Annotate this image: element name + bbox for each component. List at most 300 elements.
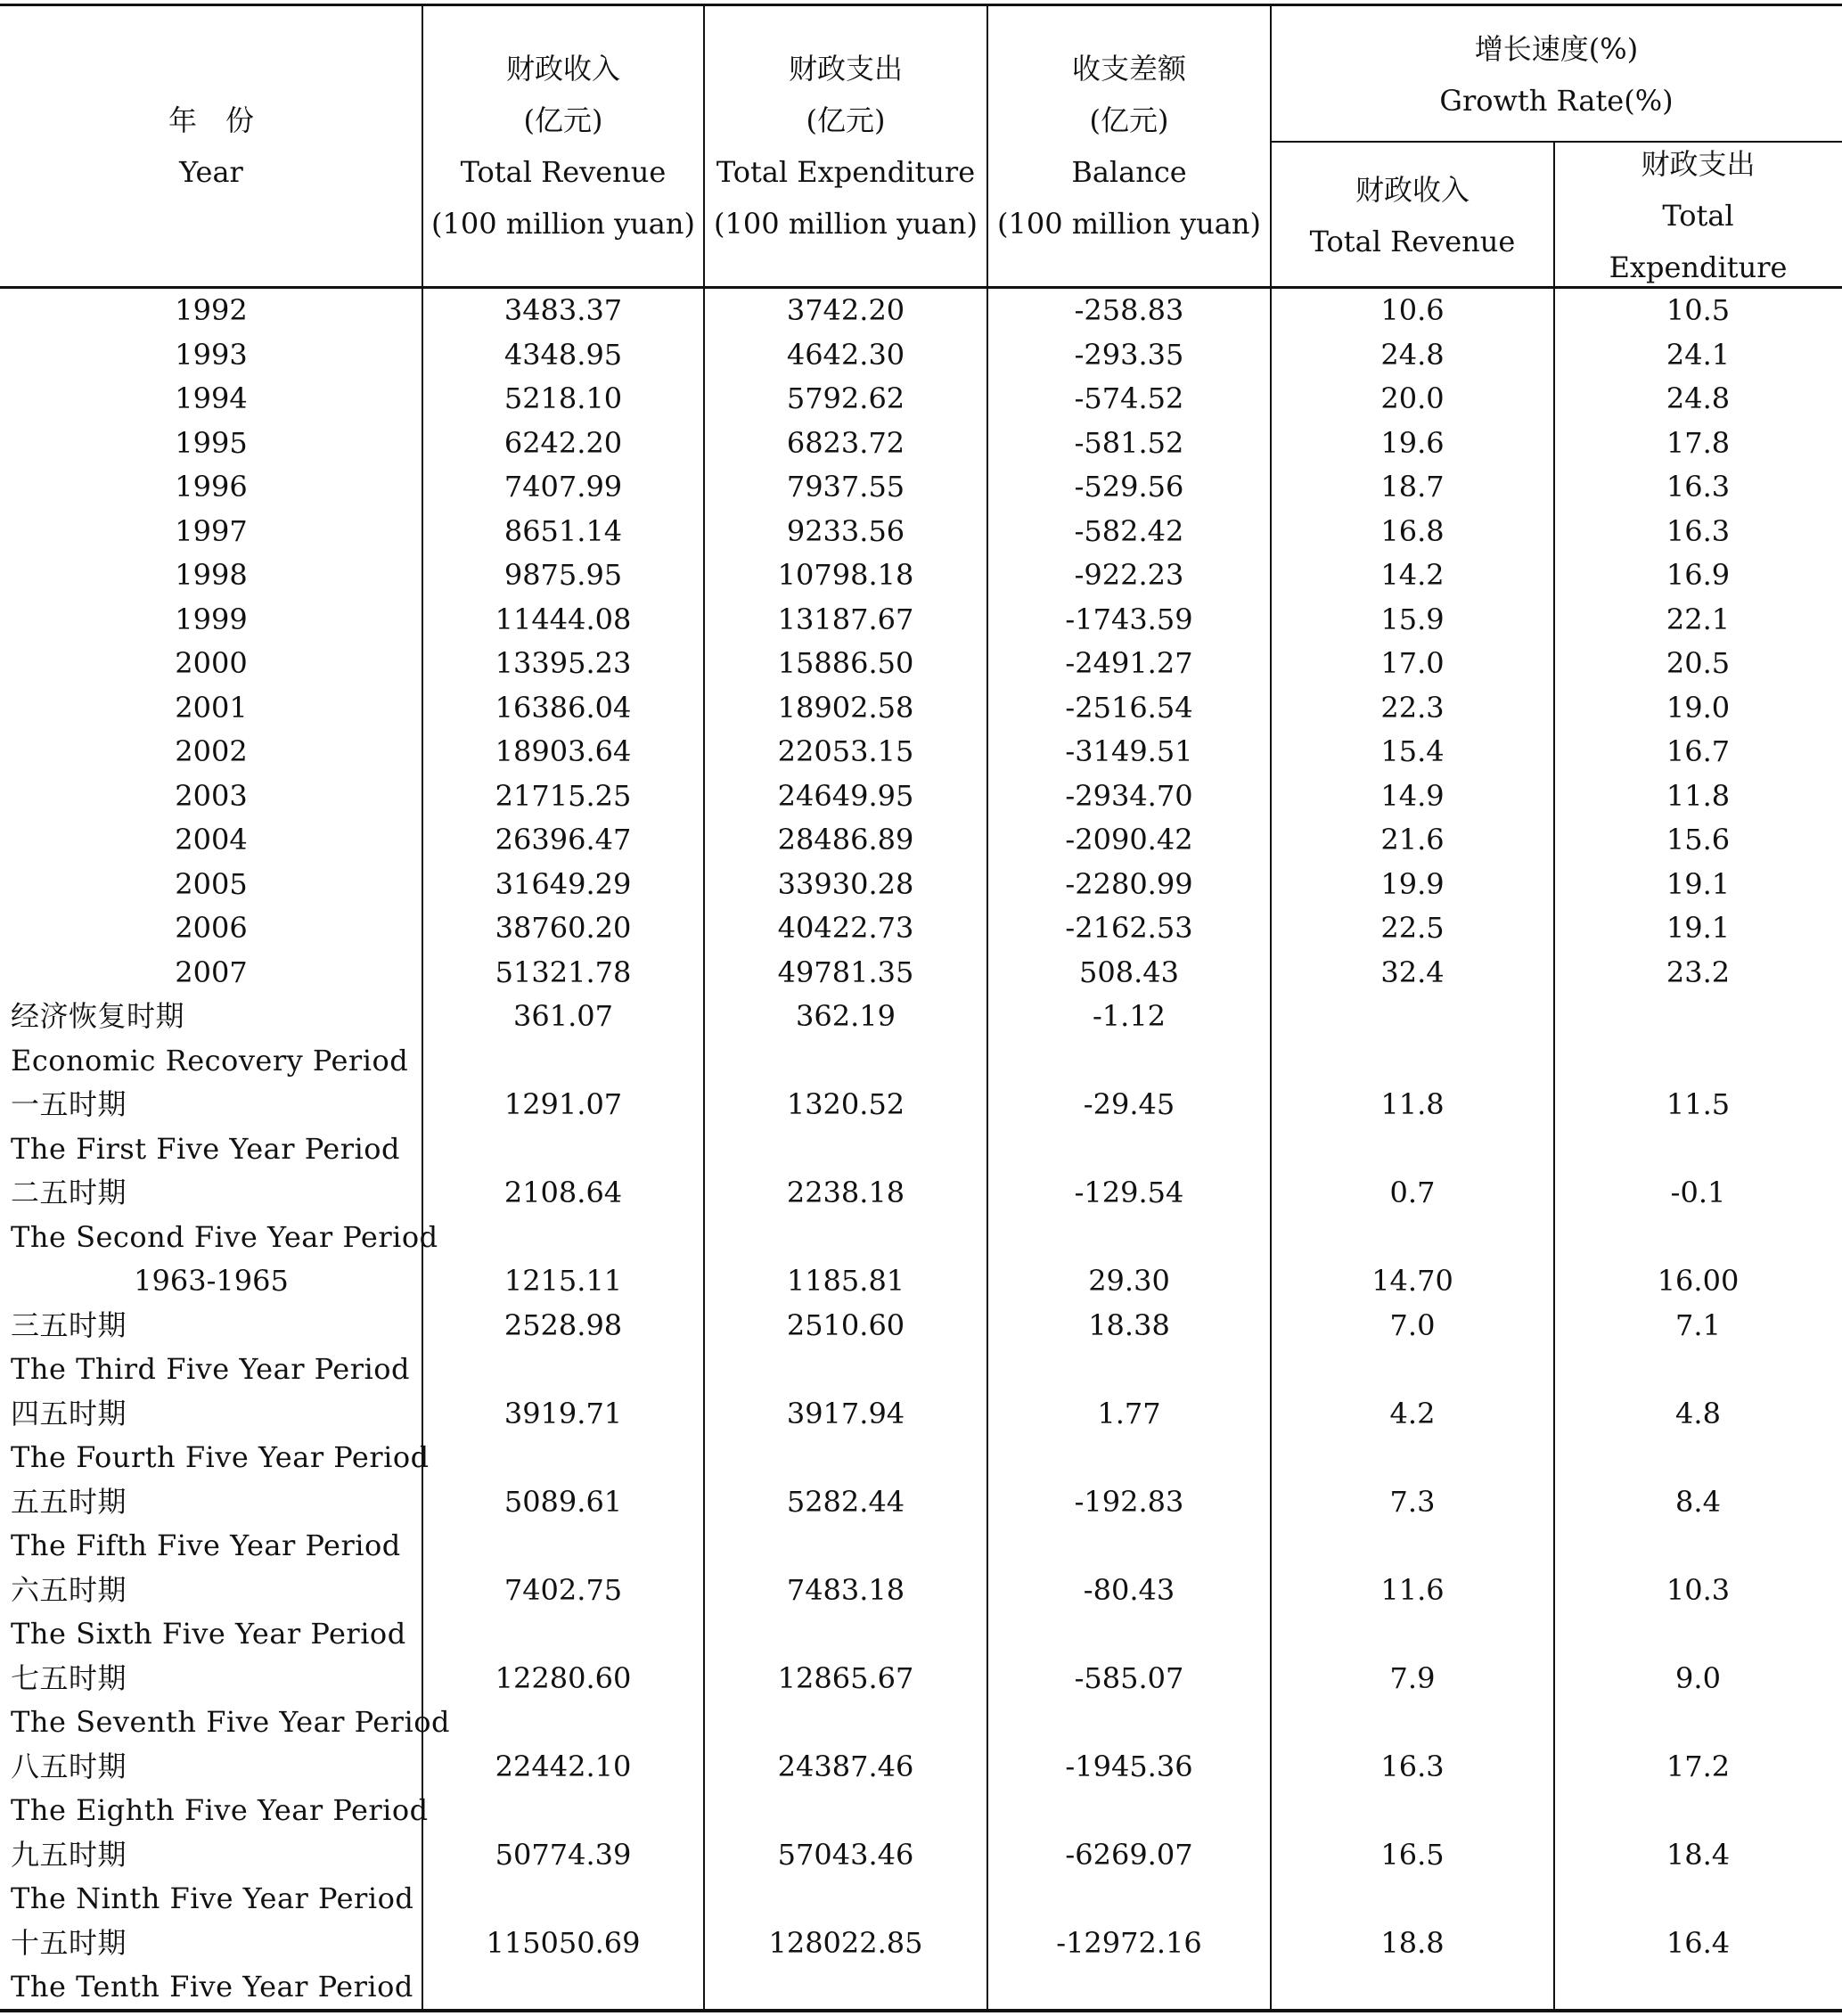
row-label: 2001	[175, 690, 248, 725]
table-row	[0, 818, 1842, 863]
expenditure-cell: 18902.58	[777, 690, 914, 725]
revenue-cell: 9875.95	[503, 558, 623, 592]
table-row	[0, 553, 1842, 598]
header-revenue-unit-cn: (亿元)	[523, 103, 603, 137]
revenue-cell: 21715.25	[495, 778, 632, 813]
balance-cell	[987, 1965, 1271, 2010]
revenue-cell: 7407.99	[503, 470, 623, 504]
header-balance-unit-cn: (亿元)	[1089, 103, 1169, 137]
balance-cell: -922.23	[1074, 558, 1184, 592]
balance-cell: -1945.36	[1065, 1749, 1193, 1783]
balance-cell: -2516.54	[1065, 690, 1193, 725]
header-expenditure-unit-en: (100 million yuan)	[714, 207, 978, 241]
revenue-cell: 11444.08	[495, 602, 632, 636]
row-label: 2003	[175, 778, 248, 813]
growth-expenditure-cell: 19.1	[1666, 911, 1731, 945]
table-row	[0, 1789, 1842, 1833]
balance-cell: -582.42	[1074, 513, 1184, 548]
expenditure-cell: 40422.73	[777, 911, 914, 945]
growth-expenditure-cell: 23.2	[1666, 955, 1731, 989]
header-growth-en: Growth Rate(%)	[1439, 84, 1674, 118]
growth-expenditure-cell	[1554, 1789, 1842, 1833]
growth-revenue-cell: 14.2	[1380, 558, 1445, 592]
growth-revenue-cell	[1271, 1877, 1554, 1922]
balance-cell: -1743.59	[1065, 602, 1193, 636]
table-row	[0, 1304, 1842, 1348]
expenditure-cell: 128022.85	[768, 1925, 923, 1960]
revenue-cell	[422, 1789, 704, 1833]
growth-revenue-cell: 7.3	[1389, 1484, 1436, 1519]
growth-revenue-cell: 15.9	[1380, 602, 1445, 636]
growth-revenue-cell: 0.7	[1389, 1176, 1436, 1209]
expenditure-cell: 9233.56	[786, 513, 905, 548]
growth-revenue-cell: 20.0	[1380, 381, 1445, 415]
growth-expenditure-cell: 16.00	[1657, 1264, 1740, 1298]
row-label: 一五时期	[11, 1087, 127, 1121]
balance-cell	[987, 1127, 1271, 1172]
header-growth-rev-en: Total Revenue	[1309, 225, 1516, 258]
growth-revenue-cell	[1271, 1436, 1554, 1480]
header-revenue	[422, 43, 704, 250]
expenditure-cell: 3917.94	[786, 1396, 905, 1430]
expenditure-cell: 2510.60	[786, 1307, 905, 1342]
header-expenditure-unit-cn: (亿元)	[806, 103, 886, 137]
table-row	[0, 1657, 1842, 1701]
expenditure-cell: 6823.72	[786, 425, 905, 460]
expenditure-cell	[704, 1127, 987, 1172]
revenue-cell: 26396.47	[495, 823, 632, 856]
balance-cell	[987, 1216, 1271, 1260]
expenditure-cell	[704, 1965, 987, 2010]
revenue-cell: 2528.98	[503, 1307, 623, 1342]
header-growth-exp-cn: 财政支出	[1641, 147, 1756, 181]
growth-expenditure-cell: 16.9	[1666, 558, 1731, 592]
balance-cell: -258.83	[1074, 293, 1184, 327]
balance-cell: -29.45	[1083, 1087, 1175, 1121]
growth-expenditure-cell: 16.4	[1666, 1925, 1731, 1960]
revenue-cell: 1215.11	[503, 1264, 623, 1298]
revenue-cell: 8651.14	[503, 513, 623, 548]
row-label: 九五时期	[11, 1837, 127, 1872]
expenditure-cell: 5792.62	[786, 381, 905, 415]
expenditure-cell	[704, 1348, 987, 1392]
balance-cell	[987, 1524, 1271, 1569]
expenditure-cell: 2238.18	[786, 1176, 905, 1209]
revenue-cell: 3483.37	[503, 293, 623, 327]
growth-revenue-cell: 32.4	[1380, 955, 1445, 989]
table-row	[0, 686, 1842, 731]
row-label: 1999	[175, 602, 248, 636]
growth-expenditure-cell: 19.1	[1666, 866, 1731, 901]
expenditure-cell	[704, 1039, 987, 1084]
expenditure-cell	[704, 1216, 987, 1260]
revenue-cell: 1291.07	[503, 1087, 623, 1121]
growth-revenue-cell: 19.6	[1380, 425, 1445, 460]
header-expenditure	[704, 43, 987, 250]
balance-cell: -129.54	[1074, 1176, 1184, 1209]
expenditure-cell: 49781.35	[777, 955, 914, 989]
row-label: 1992	[175, 293, 248, 327]
growth-expenditure-cell: 16.3	[1666, 470, 1731, 504]
growth-revenue-cell	[1271, 1700, 1554, 1745]
header-growth-revenue	[1271, 164, 1554, 267]
header-expenditure-cn: 财政支出	[788, 52, 903, 86]
growth-expenditure-cell	[1554, 1216, 1842, 1260]
row-label: The Seventh Five Year Period	[11, 1705, 450, 1739]
balance-cell: -6269.07	[1065, 1837, 1193, 1872]
header-growth-exp-en1: Total	[1662, 199, 1734, 233]
table-row	[0, 1039, 1842, 1084]
balance-cell: -12972.16	[1056, 1925, 1202, 1960]
table-row	[0, 1259, 1842, 1304]
row-label: 2007	[175, 955, 248, 989]
header-year-cn: 年 份	[168, 103, 254, 137]
header-expenditure-en: Total Expenditure	[716, 155, 976, 189]
expenditure-cell: 28486.89	[777, 823, 914, 856]
balance-cell	[987, 1436, 1271, 1480]
balance-cell: -529.56	[1074, 470, 1184, 504]
growth-revenue-cell: 19.9	[1380, 866, 1445, 901]
header-growth-expenditure	[1554, 138, 1842, 293]
table-row	[0, 1171, 1842, 1216]
header-revenue-en: Total Revenue	[460, 155, 667, 189]
row-label: 1997	[175, 513, 248, 548]
expenditure-cell: 13187.67	[777, 602, 914, 636]
expenditure-cell: 7937.55	[786, 470, 905, 504]
header-growth-exp-en2: Expenditure	[1609, 250, 1788, 284]
row-label: 五五时期	[11, 1484, 127, 1519]
row-label: 1998	[175, 558, 248, 592]
row-label: 2006	[175, 911, 248, 945]
balance-cell: -80.43	[1083, 1572, 1175, 1607]
growth-expenditure-cell: 7.1	[1675, 1307, 1721, 1342]
growth-expenditure-cell	[1554, 1348, 1842, 1392]
row-label: The Fifth Five Year Period	[11, 1528, 401, 1562]
growth-expenditure-cell	[1554, 1127, 1842, 1172]
growth-expenditure-cell: 20.5	[1666, 646, 1731, 680]
row-label: 2004	[175, 823, 248, 856]
growth-expenditure-cell: 16.7	[1666, 734, 1731, 768]
revenue-cell: 2108.64	[503, 1176, 623, 1209]
balance-cell: 18.38	[1088, 1307, 1170, 1342]
revenue-cell: 16386.04	[495, 690, 632, 725]
table-row	[0, 730, 1842, 774]
expenditure-cell: 7483.18	[786, 1572, 905, 1607]
expenditure-cell: 1320.52	[786, 1087, 905, 1121]
table-row	[0, 333, 1842, 378]
growth-expenditure-cell	[1554, 1965, 1842, 2010]
revenue-cell	[422, 1216, 704, 1260]
table-row	[0, 510, 1842, 554]
revenue-cell: 22442.10	[495, 1749, 632, 1783]
revenue-cell	[422, 1127, 704, 1172]
expenditure-cell: 3742.20	[786, 293, 905, 327]
balance-cell: -2934.70	[1065, 778, 1193, 813]
balance-cell	[987, 1612, 1271, 1657]
balance-cell: -1.12	[1092, 999, 1167, 1033]
row-label: 七五时期	[11, 1660, 127, 1695]
table-row	[0, 1700, 1842, 1745]
balance-cell: -585.07	[1074, 1660, 1184, 1695]
growth-expenditure-cell: 24.8	[1666, 381, 1731, 415]
table-row	[0, 289, 1842, 333]
table-row	[0, 1877, 1842, 1922]
row-label: The Sixth Five Year Period	[11, 1617, 406, 1651]
table-row	[0, 1127, 1842, 1172]
expenditure-cell: 24387.46	[777, 1749, 914, 1783]
balance-cell: -2491.27	[1065, 646, 1193, 680]
growth-revenue-cell	[1271, 1965, 1554, 2010]
revenue-cell: 38760.20	[495, 911, 632, 945]
balance-cell: -2162.53	[1065, 911, 1193, 945]
expenditure-cell: 1185.81	[786, 1264, 905, 1298]
expenditure-cell: 22053.15	[777, 734, 914, 768]
row-label: 二五时期	[11, 1176, 127, 1209]
table-row	[0, 1083, 1842, 1127]
growth-revenue-cell: 22.5	[1380, 911, 1445, 945]
revenue-cell	[422, 1436, 704, 1480]
growth-expenditure-cell: 8.4	[1675, 1484, 1721, 1519]
expenditure-cell: 12865.67	[777, 1660, 914, 1695]
table-row	[0, 995, 1842, 1039]
growth-expenditure-cell: 17.2	[1666, 1749, 1731, 1783]
revenue-cell	[422, 1700, 704, 1745]
growth-revenue-cell: 16.3	[1380, 1749, 1445, 1783]
growth-revenue-cell: 14.9	[1380, 778, 1445, 813]
growth-expenditure-cell	[1554, 1039, 1842, 1084]
balance-cell: -192.83	[1074, 1484, 1184, 1519]
header-balance-cn: 收支差额	[1071, 52, 1186, 86]
table-row	[0, 1348, 1842, 1392]
table-row	[0, 1833, 1842, 1878]
growth-revenue-cell	[1271, 1612, 1554, 1657]
row-label: The Ninth Five Year Period	[11, 1881, 414, 1915]
table-row	[0, 774, 1842, 819]
balance-cell	[987, 1877, 1271, 1922]
growth-revenue-cell	[1271, 1524, 1554, 1569]
table-row	[0, 377, 1842, 422]
growth-expenditure-cell	[1554, 1524, 1842, 1569]
table-row	[0, 863, 1842, 907]
expenditure-cell: 5282.44	[786, 1484, 905, 1519]
table-row	[0, 1216, 1842, 1260]
table-row	[0, 1922, 1842, 1966]
growth-revenue-cell: 16.5	[1380, 1837, 1445, 1872]
header-growth-rate	[1271, 23, 1842, 127]
growth-expenditure-cell	[1554, 995, 1842, 1039]
growth-revenue-cell: 18.8	[1380, 1925, 1445, 1960]
row-label: 八五时期	[11, 1749, 127, 1783]
expenditure-cell: 10798.18	[777, 558, 914, 592]
growth-expenditure-cell: 18.4	[1666, 1837, 1731, 1872]
growth-expenditure-cell	[1554, 1612, 1842, 1657]
table-row	[0, 906, 1842, 951]
balance-cell: -3149.51	[1065, 734, 1193, 768]
balance-cell: 1.77	[1097, 1396, 1161, 1430]
growth-revenue-cell	[1271, 1348, 1554, 1392]
row-label: 六五时期	[11, 1572, 127, 1607]
growth-revenue-cell: 15.4	[1380, 734, 1445, 768]
revenue-cell	[422, 1877, 704, 1922]
row-label: 四五时期	[11, 1396, 127, 1430]
expenditure-cell: 4642.30	[786, 337, 905, 372]
growth-revenue-cell	[1271, 1216, 1554, 1260]
balance-cell: -293.35	[1074, 337, 1184, 372]
top-rule	[0, 4, 1842, 6]
balance-cell: -581.52	[1074, 425, 1184, 460]
growth-expenditure-cell: 4.8	[1675, 1396, 1721, 1430]
growth-revenue-cell: 11.6	[1380, 1572, 1445, 1607]
revenue-cell	[422, 1348, 704, 1392]
revenue-cell	[422, 1965, 704, 2010]
growth-revenue-cell: 24.8	[1380, 337, 1445, 372]
header-revenue-unit-en: (100 million yuan)	[431, 207, 695, 241]
growth-revenue-cell	[1271, 995, 1554, 1039]
growth-revenue-cell: 16.8	[1380, 513, 1445, 548]
header-growth-rev-cn: 财政收入	[1355, 173, 1470, 207]
revenue-cell: 3919.71	[503, 1396, 623, 1430]
growth-revenue-cell	[1271, 1127, 1554, 1172]
table-row	[0, 1436, 1842, 1480]
growth-revenue-cell: 14.70	[1371, 1264, 1453, 1298]
balance-cell: 508.43	[1079, 955, 1179, 989]
row-label: 1963-1965	[134, 1264, 289, 1298]
table-row	[0, 1745, 1842, 1790]
row-label: The Third Five Year Period	[11, 1352, 410, 1386]
balance-cell	[987, 1789, 1271, 1833]
bottom-rule	[0, 2009, 1842, 2012]
revenue-cell	[422, 1524, 704, 1569]
balance-cell	[987, 1348, 1271, 1392]
growth-revenue-cell	[1271, 1789, 1554, 1833]
balance-cell: -2280.99	[1065, 866, 1193, 901]
header-growth-cn: 增长速度(%)	[1474, 32, 1639, 66]
table-row	[0, 422, 1842, 466]
growth-expenditure-cell: 10.3	[1666, 1572, 1731, 1607]
row-label: Economic Recovery Period	[11, 1043, 409, 1078]
row-label: 1995	[175, 425, 248, 460]
balance-cell: -574.52	[1074, 381, 1184, 415]
row-label: The Second Five Year Period	[11, 1219, 438, 1254]
row-label: 经济恢复时期	[11, 999, 185, 1033]
balance-cell	[987, 1039, 1271, 1084]
table-row	[0, 1965, 1842, 2010]
row-label: 十五时期	[11, 1925, 127, 1960]
row-label: 三五时期	[11, 1307, 127, 1342]
growth-revenue-cell: 7.0	[1389, 1307, 1436, 1342]
growth-revenue-cell: 11.8	[1380, 1087, 1445, 1121]
table-row	[0, 465, 1842, 510]
row-label: The Eighth Five Year Period	[11, 1793, 429, 1827]
growth-expenditure-cell: 16.3	[1666, 513, 1731, 548]
table-row	[0, 951, 1842, 996]
revenue-cell: 6242.20	[503, 425, 623, 460]
growth-expenditure-cell: 19.0	[1666, 690, 1731, 725]
row-label: 2002	[175, 734, 248, 768]
growth-revenue-cell: 4.2	[1389, 1396, 1436, 1430]
growth-expenditure-cell	[1554, 1700, 1842, 1745]
growth-expenditure-cell: 22.1	[1666, 602, 1731, 636]
revenue-cell: 115050.69	[486, 1925, 641, 1960]
table-row	[0, 1569, 1842, 1613]
header-balance-en: Balance	[1071, 155, 1187, 189]
growth-revenue-cell	[1271, 1039, 1554, 1084]
growth-revenue-cell: 21.6	[1380, 823, 1445, 856]
expenditure-cell: 15886.50	[777, 646, 914, 680]
balance-cell: -2090.42	[1065, 823, 1193, 856]
row-label: The First Five Year Period	[11, 1131, 401, 1166]
growth-expenditure-cell: -0.1	[1670, 1176, 1726, 1209]
revenue-cell	[422, 1612, 704, 1657]
growth-expenditure-cell: 11.8	[1666, 778, 1731, 813]
growth-expenditure-cell: 24.1	[1666, 337, 1731, 372]
expenditure-cell	[704, 1524, 987, 1569]
row-label: 2005	[175, 866, 248, 901]
header-year-en: Year	[179, 155, 243, 189]
revenue-cell: 4348.95	[503, 337, 623, 372]
header-balance	[987, 43, 1271, 250]
expenditure-cell	[704, 1612, 987, 1657]
growth-expenditure-cell: 17.8	[1666, 425, 1731, 460]
growth-revenue-cell: 7.9	[1389, 1660, 1436, 1695]
header-revenue-cn: 财政收入	[505, 52, 620, 86]
revenue-cell	[422, 1039, 704, 1084]
header-year	[0, 94, 422, 198]
row-label: 1996	[175, 470, 248, 504]
growth-expenditure-cell: 15.6	[1666, 823, 1731, 856]
table-row	[0, 1612, 1842, 1657]
expenditure-cell	[704, 1789, 987, 1833]
row-label: 1994	[175, 381, 248, 415]
revenue-cell: 361.07	[513, 999, 613, 1033]
revenue-cell: 51321.78	[495, 955, 632, 989]
growth-revenue-cell: 18.7	[1380, 470, 1445, 504]
expenditure-cell: 24649.95	[777, 778, 914, 813]
growth-expenditure-cell	[1554, 1436, 1842, 1480]
table-row	[0, 1480, 1842, 1525]
table-row	[0, 1392, 1842, 1437]
balance-cell	[987, 1700, 1271, 1745]
expenditure-cell: 57043.46	[777, 1837, 914, 1872]
growth-revenue-cell: 22.3	[1380, 690, 1445, 725]
table-row	[0, 642, 1842, 686]
revenue-cell: 12280.60	[495, 1660, 632, 1695]
table-row	[0, 1524, 1842, 1569]
revenue-cell: 13395.23	[495, 646, 632, 680]
header-balance-unit-en: (100 million yuan)	[997, 207, 1261, 241]
revenue-cell: 50774.39	[495, 1837, 632, 1872]
row-label: The Fourth Five Year Period	[11, 1440, 430, 1474]
balance-cell: 29.30	[1088, 1264, 1170, 1298]
expenditure-cell	[704, 1877, 987, 1922]
table-row	[0, 598, 1842, 643]
expenditure-cell	[704, 1436, 987, 1480]
row-label: 1993	[175, 337, 248, 372]
expenditure-cell: 362.19	[796, 999, 896, 1033]
growth-expenditure-cell	[1554, 1877, 1842, 1922]
revenue-cell: 18903.64	[495, 734, 632, 768]
revenue-cell: 5218.10	[503, 381, 623, 415]
row-label: 2000	[175, 646, 248, 680]
row-label: The Tenth Five Year Period	[11, 1970, 413, 2004]
expenditure-cell: 33930.28	[777, 866, 914, 901]
revenue-cell: 5089.61	[503, 1484, 623, 1519]
growth-revenue-cell: 10.6	[1380, 293, 1445, 327]
revenue-cell: 31649.29	[495, 866, 632, 901]
growth-expenditure-cell: 9.0	[1675, 1660, 1721, 1695]
growth-expenditure-cell: 11.5	[1666, 1087, 1731, 1121]
growth-revenue-cell: 17.0	[1380, 646, 1445, 680]
